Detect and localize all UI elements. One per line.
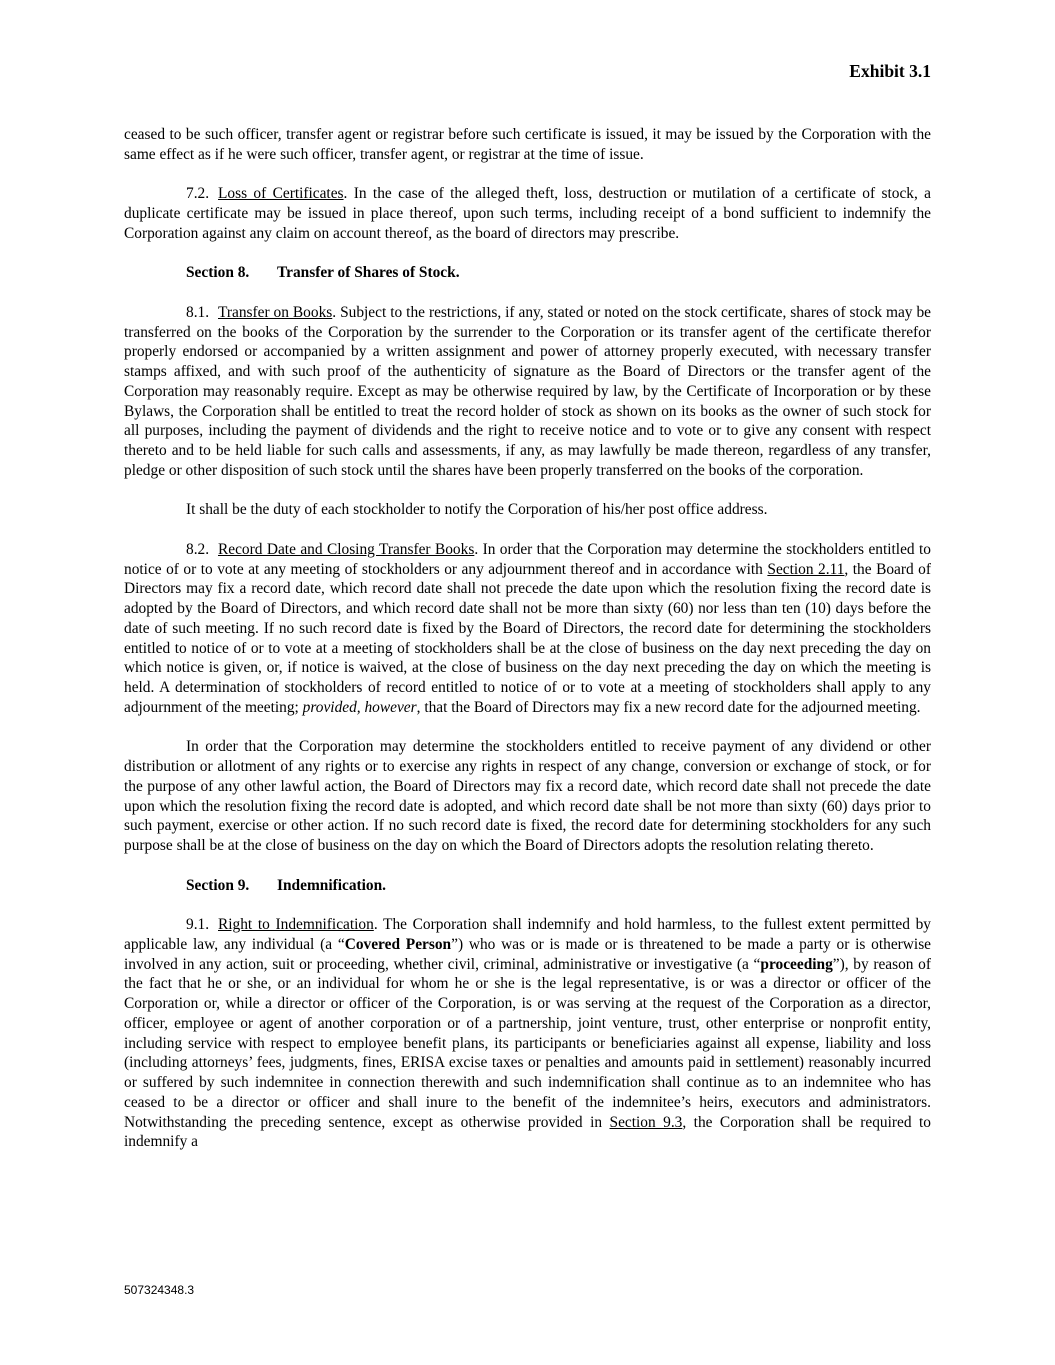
clause-title: Record Date and Closing Transfer Books [218,540,475,558]
clause-text: . In the case of the alleged theft, loss, destruction or mutilation of a certificate of stock, a duplicate certificate may be issued in place thereof, upon such terms, including receipt of a bond sufficient to indemnify the Corporation against any claim on account thereof, as the board of directors may prescribe. [124,185,931,242]
italic-proviso: provided, however [302,698,417,716]
clause-title: Loss of Certificates [218,185,344,203]
clause-text: , the Board of Directors may fix a record date, which record date shall not precede the date upon which the resolution fixing the record date is adopted by the Board of Directors, and which record date shall not be more than sixty (60) nor less than ten (10) days before the date of such meeting. If no such record date is fixed by the Board of Directors, the record date for determining the stockholders entitled to notice of or to vote at a meeting of stockholders shall be at the close of business on the day next preceding the day on which notice is given, or, if notice is waived, at the close of business on the day next preceding the day on which the meeting is held. A determination of stockholders of record entitled to notice of or to vote at a meeting of stockholders shall apply to any adjournment of the meeting; [124,560,932,716]
clause-number: 9.1. [186,916,210,933]
section-reference: Section 9.3 [609,1113,683,1131]
section-reference: Section 2.11 [767,560,845,578]
section-7-2-paragraph [124,184,931,243]
section-title: Transfer of Shares of Stock. [277,264,460,282]
duty-paragraph: It shall be the duty of each stockholder to notify the Corporation of his/her post office address. [186,501,768,519]
section-8-2-paragraph [124,540,931,718]
clause-number: 8.1. [186,303,210,321]
defined-term: proceeding [760,955,833,973]
section-number: Section 9. [186,876,250,894]
clause-text: , that the Board of Directors may fix a new record date for the adjourned meeting. [416,698,921,716]
clause-text: ”) who was or is made or is threatened to be made a party or is otherwise involved in any action, suit or proceeding, whether civil, criminal, administrative or investigative (a “ [124,935,932,973]
section-9-heading [124,876,931,896]
clause-title: Transfer on Books [218,303,333,321]
clause-number: 7.2. [186,185,210,203]
exhibit-label: Exhibit 3.1 [849,61,931,81]
clause-text: . The Corporation shall indemnify and hold harmless, to the fullest extent permitted by applicable law, any individual (a “ [124,916,932,953]
clause-text: , the Corporation shall be required to indemnify a [124,1113,931,1151]
section-number: Section 8. [186,264,250,282]
clause-text: . In order that the Corporation may determine the stockholders entitled to notice of or to vote at any meeting of stockholders or any adjournment thereof and in accordance with [124,540,931,578]
payment-record-date-paragraph: In order that the Corporation may determine the stockholders entitled to receive payment of any dividend or other distribution or allotment of any rights or to exercise any rights in respect of any change, conversion or exchange of stock, or for the purpose of any other lawful action, the Board of Directors may fix a record date, which record date shall not precede the date upon which the resolution fixing the record date is adopted, and which record date shall be not more than sixty (60) days prior to such payment, exercise or other action. If no such record date is fixed, the record date for determining stockholders for any such purpose shall be at the close of business on the day on which the Board of Directors adopts the resolution relating thereto. [124,738,931,854]
clause-number: 8.2. [186,540,210,558]
section-8-heading [124,263,931,283]
section-title: Indemnification. [277,876,387,894]
section-9-1-paragraph [124,915,931,1152]
clause-text: . Subject to the restrictions, if any, stated or noted on the stock certificate, shares of stock may be transferred on the books of the Corporation by the surrender to the Corporation or its transfer agent of the certificate therefor properly endorsed or accompanied by a written assignment and power of attorney properly executed, with necessary transfer stamps affixed, and with such proof of the authenticity of signature as the Board of Directors or the transfer agent of the Corporation may reasonably require. Except as may be otherwise required by law, by the Certificate of Incorporation or by these Bylaws, the Corporation shall be entitled to treat the record holder of stock as shown on its books as the owner of such stock for all purposes, including the payment of dividends and the right to receive notice and to vote or to give any consent with respect thereto and to be held liable for such calls and assessments, if any, as may lawfully be made thereon, regardless of any transfer, pledge or other disposition of such stock until the shares have been properly transferred on the books of the corporation. [124,303,931,479]
clause-title: Right to Indemnification [218,916,374,933]
document-body [124,125,931,1172]
continued-paragraph: ceased to be such officer, transfer agent or registrar before such certificate is issued, it may be issued by the Corporation with the same effect as if he were such officer, transfer agent, or registrar at the time of issue. [124,126,931,163]
document-id-footer: 507324348.3 [124,1283,195,1297]
clause-text: ”), by reason of the fact that he or she, or an individual for whom he or she is the legal representative, is or was a director or officer of the Corporation or, while a director or officer of the Corporation, is or was serving at the request of the Corporation as a director, officer, employee or agent of another corporation or of a partnership, joint venture, trust, other enterprise or nonprofit entity, including service with respect to employee benefit plans, its participants or beneficiaries against all expense, liability and loss (including attorneys’ fees, judgments, fines, ERISA excise taxes or penalties and amounts paid in settlement) reasonably incurred or suffered by such indemnitee in connection therewith and such indemnification shall continue as to an indemnitee who has ceased to be a director or officer and shall inure to the benefit of the indemnitee’s heirs, executors and administrators. Notwithstanding the preceding sentence, except as otherwise provided in [124,955,931,1131]
defined-term: Covered Person [344,935,452,953]
section-8-1-paragraph [124,303,931,481]
